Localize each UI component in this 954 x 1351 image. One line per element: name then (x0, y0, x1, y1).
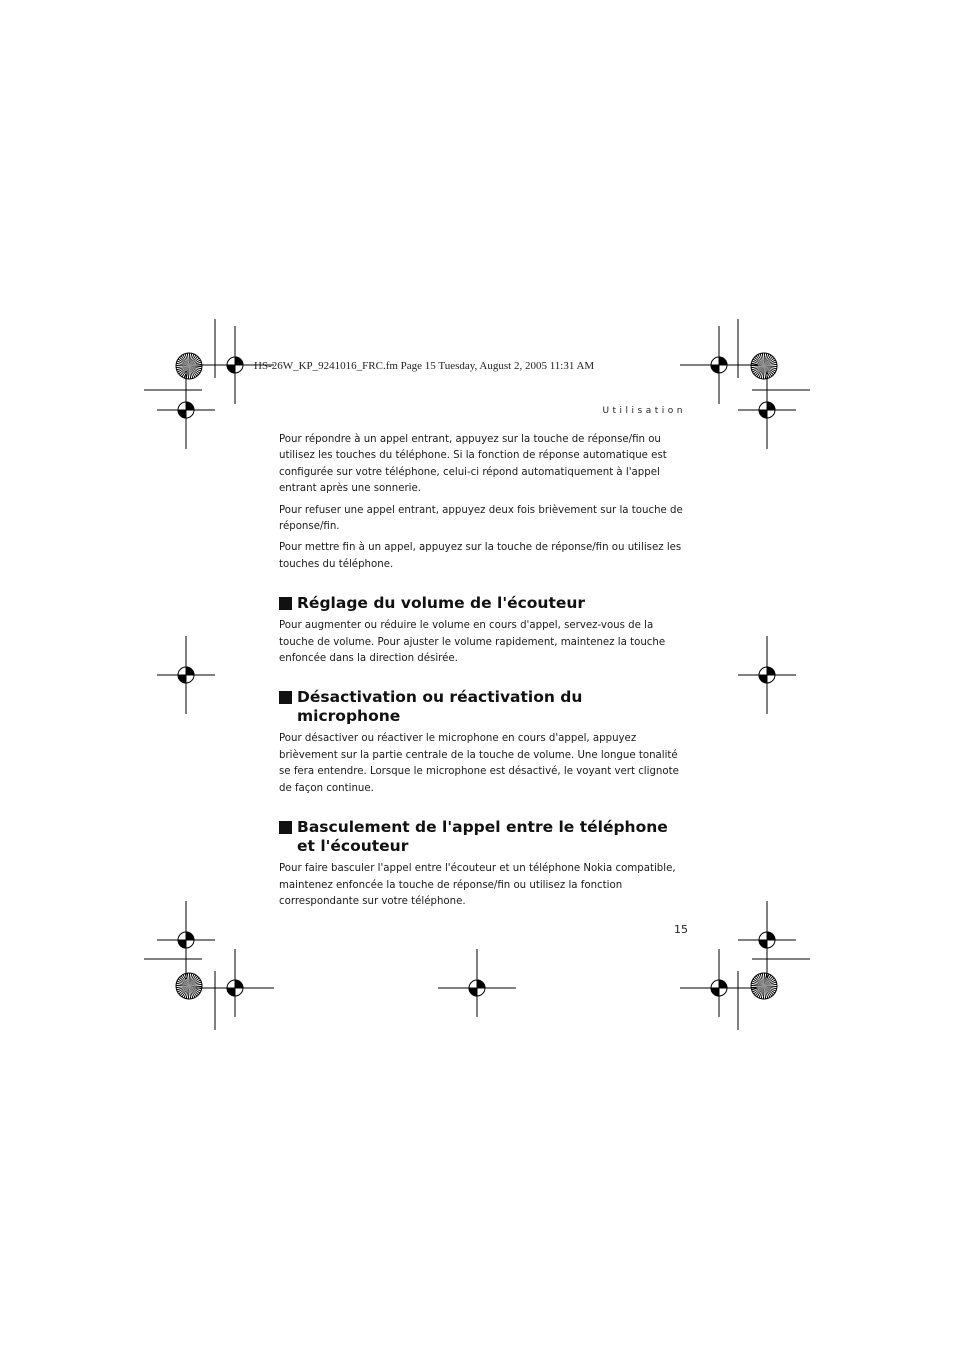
section-heading (279, 594, 689, 613)
registration-mark-icon (157, 636, 215, 714)
section-title: Basculement de l'appel entre le téléphone et l'écouteur (297, 818, 668, 856)
star-target-icon (751, 973, 777, 999)
registration-mark-icon (738, 636, 796, 714)
registration-mark-icon (157, 371, 215, 449)
intro-paragraph: Pour répondre à un appel entrant, appuyez sur la touche de réponse/fin ou utilisez les touches du téléphone. Si la fonction de réponse automatique est configurée sur votre téléphone, celui-ci répond automatiquement à l'appel entrant après une sonnerie. (279, 434, 667, 495)
intro-paragraph: Pour refuser une appel entrant, appuyez deux fois brièvement sur la touche de réponse/fin. (279, 504, 683, 533)
section-heading (279, 688, 689, 726)
section-title: Désactivation ou réactivation du microphone (297, 688, 583, 726)
page-number: 15 (674, 923, 688, 936)
registration-mark-icon (680, 326, 758, 404)
registration-mark-icon (680, 949, 758, 1017)
print-header: HS-26W_KP_9241016_FRC.fm Page 15 Tuesday, August 2, 2005 11:31 AM (254, 360, 595, 372)
registration-mark-icon (738, 371, 796, 449)
registration-mark-icon (196, 949, 274, 1017)
section-body: Pour augmenter ou réduire le volume en cours d'appel, servez-vous de la touche de volume. Pour ajuster le volume rapidement, maintenez la touche enfoncée dans la direction désirée. (279, 620, 666, 665)
section-heading (279, 818, 689, 856)
section-square-icon (279, 691, 292, 704)
registration-mark-icon (438, 949, 516, 1017)
star-target-icon (751, 353, 777, 379)
section-body: Pour faire basculer l'appel entre l'écouteur et un téléphone Nokia compatible, maintenez enfoncée la touche de réponse/fin ou utilisez la fonction correspondante sur votre téléphone. (279, 863, 676, 907)
registration-mark-icon (738, 901, 796, 979)
section-body: Pour désactiver ou réactiver le microphone en cours d'appel, appuyez brièvement sur la partie centrale de la touche de volume. Une longue tonalité se fera entendre. Lorsque le microphone est désactivé, le voyant vert clignote de façon continue. (279, 733, 679, 794)
star-target-icon (176, 353, 202, 379)
section-title: Réglage du volume de l'écouteur (297, 594, 586, 613)
star-target-icon (176, 973, 202, 999)
section-square-icon (279, 821, 292, 834)
page-content (279, 432, 689, 915)
section-square-icon (279, 597, 292, 610)
intro-paragraph: Pour mettre fin à un appel, appuyez sur la touche de réponse/fin ou utilisez les touches du téléphone. (279, 542, 682, 570)
registration-mark-icon (157, 901, 215, 979)
running-head: Utilisation (602, 406, 686, 416)
